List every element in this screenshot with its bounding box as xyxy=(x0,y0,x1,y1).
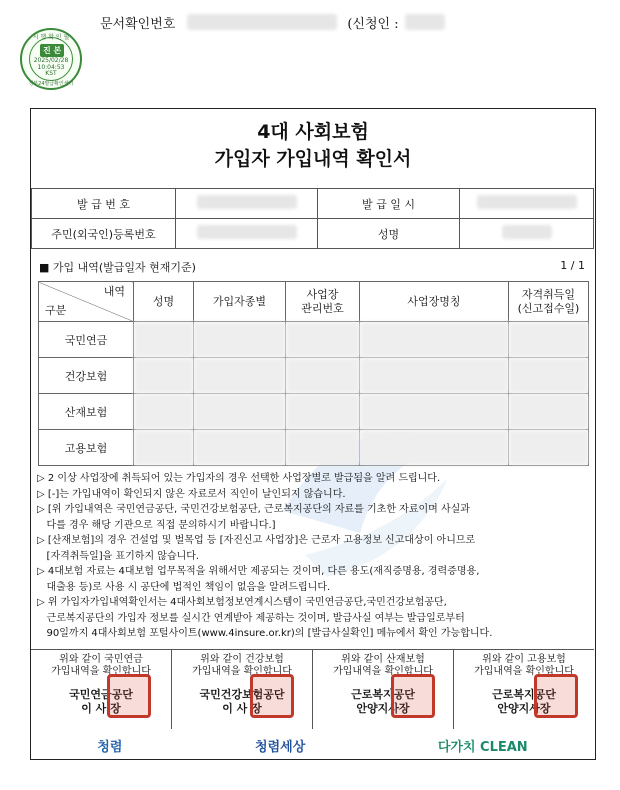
note-line: 대출용 등)로 사용 시 공단에 법적인 책임이 없음을 알려드립니다. xyxy=(37,581,331,593)
page-count: 1 / 1 xyxy=(560,259,585,272)
section-label: ■ 가입 내역(발급일자 현재기준) xyxy=(39,261,196,274)
red-seal-icon xyxy=(534,674,578,718)
seal-top-text: 시 행 확 인 필 xyxy=(32,34,70,41)
rrn-label: 주민(외국인)등록번호 xyxy=(32,219,176,249)
redacted-cell xyxy=(286,322,360,358)
stamp-head: 이 사 장 xyxy=(222,702,262,715)
verification-seal xyxy=(20,28,82,90)
stamp-health-insurance xyxy=(172,650,313,729)
row-label: 고용보험 xyxy=(39,430,134,466)
seal-time: 10:04:53 xyxy=(37,64,65,71)
stamp-org: 근로복지공단 xyxy=(351,688,415,701)
redacted-cell xyxy=(509,394,589,430)
note-line: ▷ [-]는 가입내역이 확인되지 않은 자료로서 직인이 날인되지 않습니다. xyxy=(37,488,346,500)
redacted-cell xyxy=(134,394,194,430)
document-header xyxy=(100,10,445,34)
note-line: 90일까지 4대사회보험 포털사이트(www.4insure.or.kr)의 [발급사실확인] 메뉴에서 확인 가능합니다. xyxy=(37,628,493,639)
stamp-line1: 위와 같이 산재보험 xyxy=(341,654,425,665)
corner-top-label: 내역 xyxy=(103,285,125,298)
column-header: 가입자종별 xyxy=(194,282,286,322)
column-header: 사업장명칭 xyxy=(360,282,509,322)
row-label: 건강보험 xyxy=(39,358,134,394)
red-seal-icon xyxy=(391,674,435,718)
redacted-cell xyxy=(194,358,286,394)
stamp-head: 안양지사장 xyxy=(356,702,410,715)
table-row xyxy=(39,358,589,394)
corner-bottom-label: 구분 xyxy=(45,304,67,317)
stamp-line1: 위와 같이 국민연금 xyxy=(59,654,143,665)
applicant-label: (신청인 : xyxy=(347,16,399,32)
logo-clean: 다가치 CLEAN xyxy=(437,739,528,755)
note-line: ▷ [산재보험]의 경우 건설업 및 벌목업 등 [자진신고 사업장]은 근로자 고용정보 신고대상이 아니므로 xyxy=(37,535,476,546)
corner-header xyxy=(39,282,134,322)
redacted-cell xyxy=(360,430,509,466)
stamp-head: 이 사 장 xyxy=(81,702,121,715)
issue-number-value xyxy=(176,189,318,219)
issue-date-value xyxy=(460,189,594,219)
redacted-cell xyxy=(509,430,589,466)
stamp-org: 국민건강보험공단 xyxy=(199,688,285,701)
info-table xyxy=(31,188,594,249)
table-header-row xyxy=(39,282,589,322)
redacted-cell xyxy=(134,322,194,358)
logo-cheongryeom: 청렴 xyxy=(97,739,123,755)
notes xyxy=(37,471,593,642)
redacted-cell xyxy=(360,358,509,394)
redacted-cell xyxy=(134,430,194,466)
seal-issuer: 정부24발급확인센터 xyxy=(28,81,74,87)
issue-number-label: 발 급 번 호 xyxy=(32,189,176,219)
title-line1: 4대 사회보험 xyxy=(257,121,369,143)
seal-zone: KST xyxy=(45,70,57,77)
logo-bar xyxy=(31,731,594,759)
redacted-cell xyxy=(286,358,360,394)
note-line: ▷ 위 가입자가입내역확인서는 4대사회보험정보연계시스템이 국민연금공단,국민건강보험공단, xyxy=(37,597,447,608)
note-line: [자격취득일]을 표기하지 않습니다. xyxy=(37,550,200,562)
logo-cheongryeom-world: 청렴세상 xyxy=(255,739,306,755)
note-line: 근로복지공단의 가입자 정보를 실시간 연계받아 제공하는 것이며, 발급사실 여부는 발급일로부터 xyxy=(37,612,465,624)
redacted-cell xyxy=(360,322,509,358)
name-label: 성명 xyxy=(318,219,460,249)
redacted-cell xyxy=(194,322,286,358)
note-line: ▷ [위 가입내역은 국민연금공단, 국민건강보험공단, 근로복지공단의 자료를 기초한 자료이며 사실과 xyxy=(37,504,470,515)
stamp-line2: 가입내역을 확인합니다 xyxy=(474,666,574,677)
redacted-cell xyxy=(194,394,286,430)
certificate-title xyxy=(31,119,595,173)
column-header: 자격취득일 (신고접수일) xyxy=(509,282,589,322)
stamp-line2: 가입내역을 확인합니다 xyxy=(51,666,151,677)
stamp-employment-insurance xyxy=(454,650,594,729)
doc-number-redacted xyxy=(187,14,337,30)
table-row xyxy=(39,430,589,466)
redacted-cell xyxy=(509,358,589,394)
issue-date-label: 발 급 일 시 xyxy=(318,189,460,219)
title-line2: 가입자 가입내역 확인서 xyxy=(214,148,412,170)
note-line: ▷ 4대보험 자료는 4대보험 업무목적을 위해서만 제공되는 것이며, 다른 용도(재직증명용, 경력증명용, xyxy=(37,566,480,577)
note-line: ▷ 2 이상 사업장에 취득되어 있는 가입자의 경우 선택한 사업장별로 발급됨을 알려 드립니다. xyxy=(37,473,441,484)
stamp-industrial-accident xyxy=(313,650,454,729)
stamp-line1: 위와 같이 건강보험 xyxy=(200,654,284,665)
column-header: 사업장 관리번호 xyxy=(286,282,360,322)
redacted-cell xyxy=(286,394,360,430)
seal-badge: 진 본 xyxy=(40,44,64,57)
enrollment-table xyxy=(38,281,589,466)
note-line: 다를 경우 해당 기관으로 직접 문의하시기 바랍니다.] xyxy=(37,519,276,531)
rrn-value xyxy=(176,219,318,249)
redacted-cell xyxy=(509,322,589,358)
certificate-frame xyxy=(30,108,596,760)
applicant-redacted xyxy=(405,14,445,30)
stamp-org: 국민연금공단 xyxy=(69,688,133,701)
red-seal-icon xyxy=(250,674,294,718)
redacted-cell xyxy=(360,394,509,430)
redacted-cell xyxy=(286,430,360,466)
table-row xyxy=(39,394,589,430)
row-label: 국민연금 xyxy=(39,322,134,358)
redacted-cell xyxy=(194,430,286,466)
stamp-head: 안양지사장 xyxy=(497,702,551,715)
stamp-line2: 가입내역을 확인합니다 xyxy=(333,666,433,677)
stamp-line1: 위와 같이 고용보험 xyxy=(482,654,566,665)
table-row xyxy=(39,322,589,358)
row-label: 산재보험 xyxy=(39,394,134,430)
red-seal-icon xyxy=(107,674,151,718)
doc-number-label: 문서확인번호 xyxy=(100,16,176,32)
column-header: 성명 xyxy=(134,282,194,322)
redacted-cell xyxy=(134,358,194,394)
stamp-line2: 가입내역을 확인합니다 xyxy=(192,666,292,677)
name-value xyxy=(460,219,594,249)
agency-stamps xyxy=(31,649,594,729)
seal-date: 2025/02/28 xyxy=(33,57,69,64)
stamp-national-pension xyxy=(31,650,172,729)
stamp-org: 근로복지공단 xyxy=(492,688,556,701)
